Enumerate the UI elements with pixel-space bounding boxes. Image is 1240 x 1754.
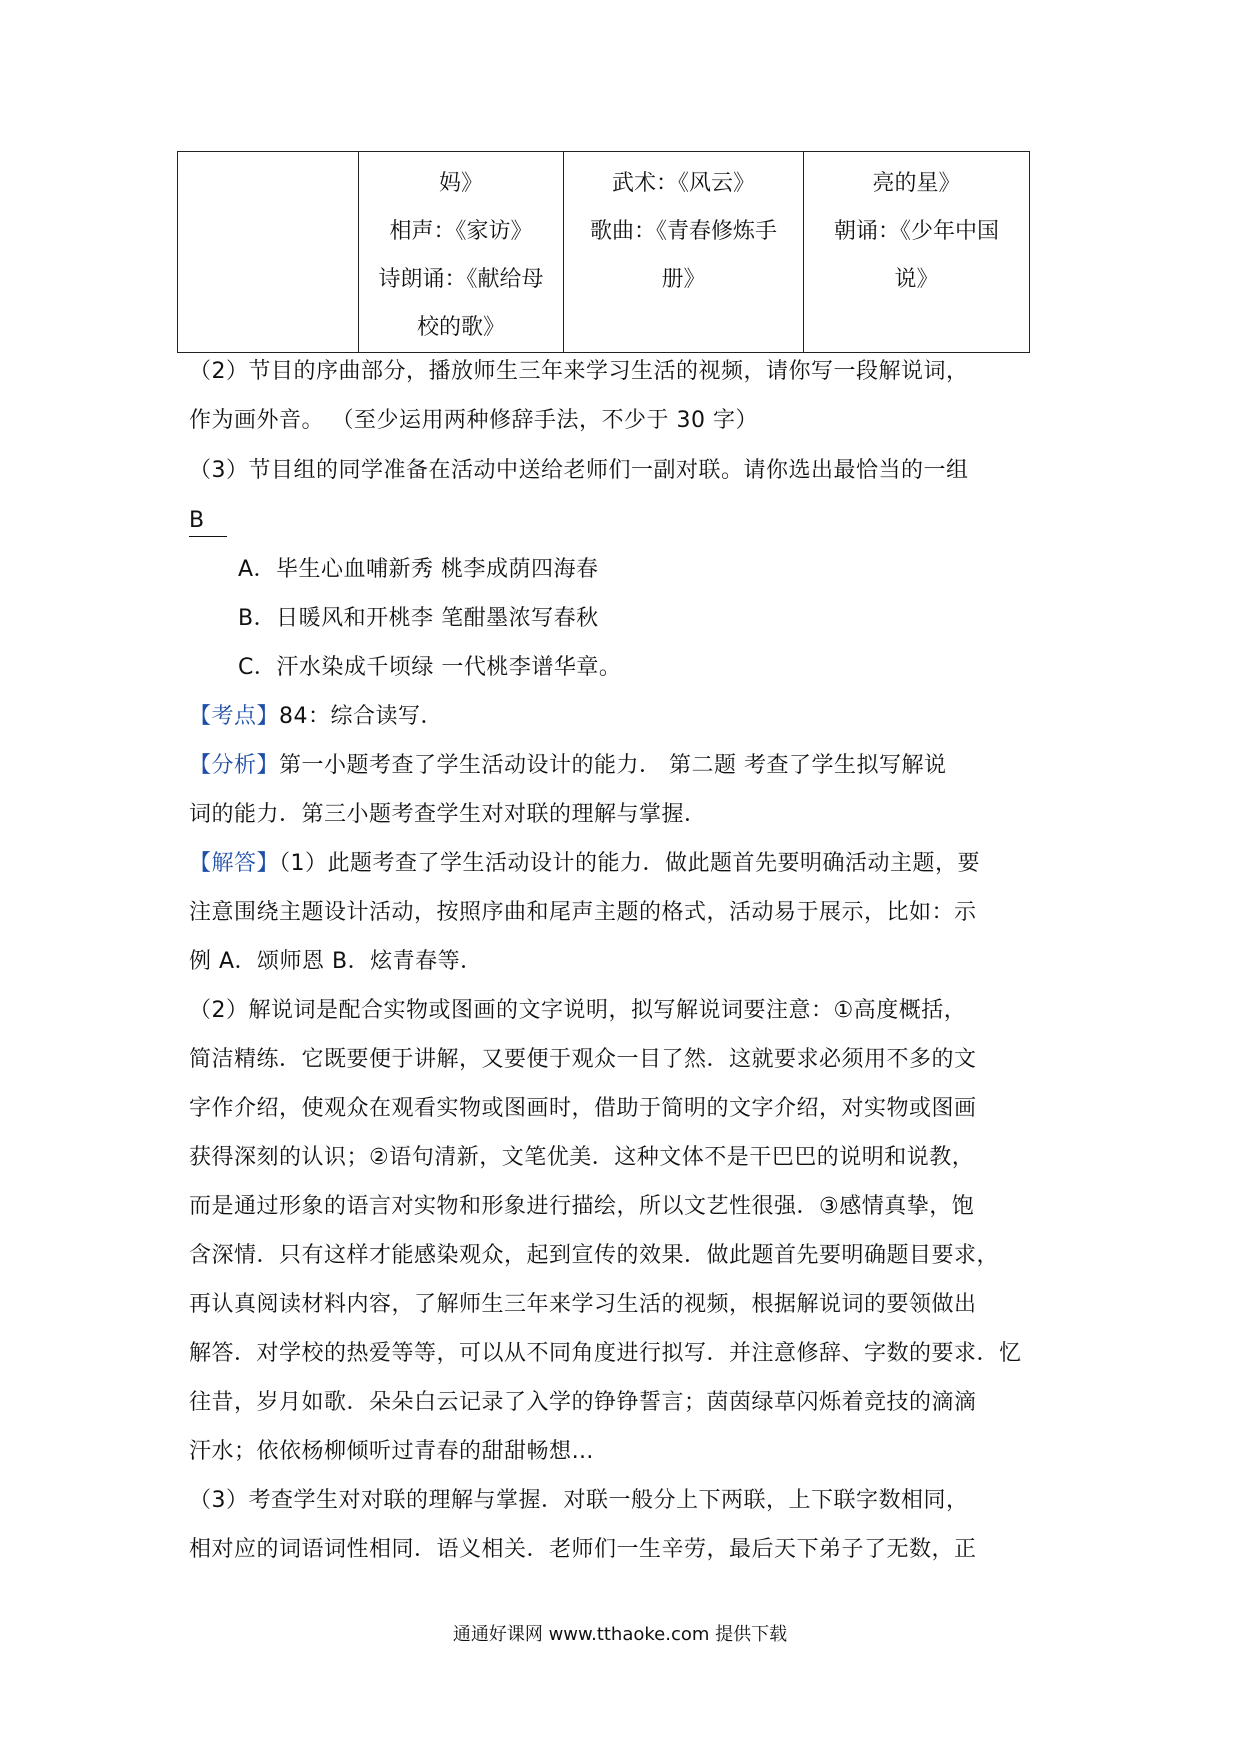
jieda-line: 注意围绕主题设计活动，按照序曲和尾声主题的格式，活动易于展示，比如：示	[189, 900, 977, 925]
table-cell-program-4: 亮的星》 朝诵：《少年中国 说》	[804, 152, 1030, 353]
jieda-line	[189, 849, 980, 879]
kaodian-text: 84：综合读写．	[279, 704, 444, 729]
page-footer: 通通好课网 www.tthaoke.com 提供下载	[452, 1624, 788, 1645]
jieda-line: 例 A．颂师恩 B．炫青春等．	[189, 949, 483, 974]
table-cell-empty	[178, 152, 359, 353]
option-a: A．毕生心血哺新秀 桃李成荫四海春	[238, 557, 599, 582]
paragraph-2-line: 汗水；依依杨柳倾听过青春的甜甜畅想…	[189, 1439, 595, 1464]
paragraph-2-line: 往昔，岁月如歌．朵朵白云记录了入学的铮铮誓言；茵茵绿草闪烁着竞技的滴滴	[189, 1390, 977, 1415]
program-table	[177, 151, 1030, 353]
question-3-line: （3）节目组的同学准备在活动中送给老师们一副对联。请你选出最恰当的一组	[189, 458, 969, 483]
answer-blank: B	[189, 506, 227, 537]
fenxi-line: 词的能力．第三小题考查学生对对联的理解与掌握．	[189, 802, 707, 827]
paragraph-2-line: （2）解说词是配合实物或图画的文字说明，拟写解说词要注意：①高度概括，	[189, 998, 967, 1023]
jieda-text: （1）此题考查了学生活动设计的能力．做此题首先要明确活动主题，要	[279, 851, 981, 876]
paragraph-2-line: 再认真阅读材料内容，了解师生三年来学习生活的视频，根据解说词的要领做出	[189, 1292, 977, 1317]
option-c: C．汗水染成千顷绿 一代桃李谱华章。	[238, 655, 622, 680]
question-2-line: （2）节目的序曲部分，播放师生三年来学习生活的视频，请你写一段解说词，	[189, 359, 969, 384]
paragraph-2-line: 字作介绍，使观众在观看实物或图画时，借助于简明的文字介绍，对实物或图画	[189, 1096, 977, 1121]
table-cell-program-3: 武术：《风云》 歌曲：《青春修炼手 册》	[564, 152, 804, 353]
kaodian-line	[189, 702, 443, 732]
kaodian-tag: 【考点】	[189, 704, 280, 729]
paragraph-3-line: 相对应的词语词性相同．语义相关．老师们一生辛劳，最后天下弟子了无数，正	[189, 1537, 977, 1562]
question-2-line: 作为画外音。 （至少运用两种修辞手法，不少于 30 字）	[189, 408, 758, 433]
option-b: B．日暖风和开桃李 笔酣墨浓写春秋	[238, 606, 599, 631]
table-row	[178, 152, 1030, 353]
paragraph-2-line: 解答．对学校的热爱等等，可以从不同角度进行拟写．并注意修辞、字数的要求．忆	[189, 1341, 1022, 1366]
paragraph-2-line: 获得深刻的认识；②语句清新，文笔优美．这种文体不是干巴巴的说明和说教，	[189, 1145, 975, 1170]
paragraph-2-line: 而是通过形象的语言对实物和形象进行描绘，所以文艺性很强．③感情真挚，饱	[189, 1194, 975, 1219]
paragraph-2-line: 简洁精练．它既要便于讲解，又要便于观众一目了然．这就要求必须用不多的文	[189, 1047, 977, 1072]
paragraph-3-line: （3）考查学生对对联的理解与掌握．对联一般分上下两联，上下联字数相同，	[189, 1488, 969, 1513]
fenxi-text: 第一小题考查了学生活动设计的能力． 第二题 考查了学生拟写解说	[279, 753, 947, 778]
paragraph-2-line: 含深情．只有这样才能感染观众，起到宣传的效果．做此题首先要明确题目要求，	[189, 1243, 1000, 1268]
table-cell-program-2: 妈》 相声：《家访》 诗朗诵：《献给母 校的歌》	[359, 152, 564, 353]
jieda-tag: 【解答】	[189, 851, 280, 876]
fenxi-line	[189, 751, 947, 781]
fenxi-tag: 【分析】	[189, 753, 280, 778]
